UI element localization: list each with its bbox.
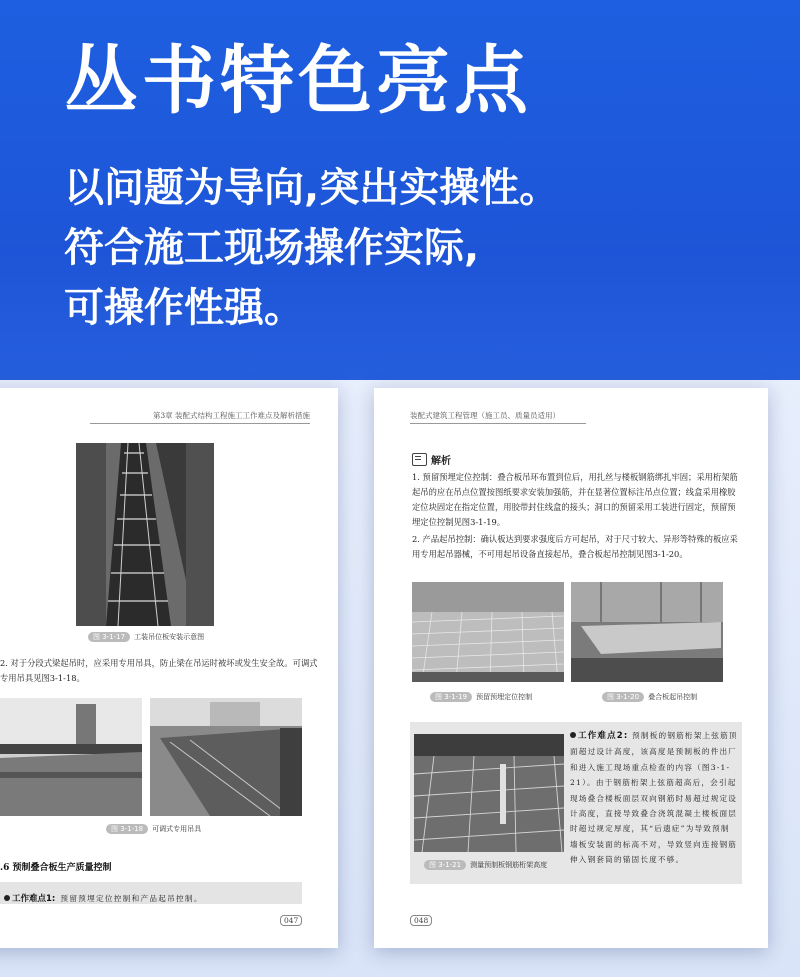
- caption-text: 可调式专用吊具: [152, 825, 202, 833]
- figure-tag: 图 3-1-20: [602, 692, 644, 702]
- photo-beam-hoist: [0, 698, 142, 816]
- figure-caption-3-1-18: [106, 824, 201, 834]
- photo-embedded-positioning: [412, 582, 564, 682]
- difficulty-text: 预制板的钢筋桁架上弦筋顶面超过设计高度，该高度是预制板的件出厂和进入施工现场重点检查的内容（图3-1-21）。由于钢筋桁架上弦筋超高后，会引起现场叠合楼板面层双向钢筋时易超过规定设计高度，直接导致叠合浇筑混凝土楼板面层时超过规定厚度，其“后遗症”为导致预制墙板安装面的标高不对，导致竖向连接钢筋伸入钢套筒的锚固长度不够。: [570, 731, 738, 865]
- running-head: 装配式建筑工程管理（施工员、质量员适用）: [410, 410, 586, 424]
- figure-caption-3-1-19: [430, 692, 532, 702]
- caption-text: 测量预制板钢筋桁架高度: [470, 861, 548, 869]
- difficulty-2-content: [570, 728, 738, 868]
- figure-caption-3-1-17: [88, 632, 204, 642]
- caption-text: 叠合板起吊控制: [648, 693, 698, 701]
- photo-slab-lifting: [571, 582, 723, 682]
- feature-line-3: 可操作性强。: [64, 285, 304, 331]
- figure-tag: 图 3-1-21: [424, 860, 466, 870]
- paragraph-positioning: 1. 预留预埋定位控制：叠合板吊环布置到位后，用扎丝与楼板钢筋绑扎牢固；采用桁架筋起吊的应在吊点位置按图纸要求安装加强筋，并在显著位置标注吊点位置；线盒采用橡胶定位块固定在指定位置，用胶带封住线盒的接头；洞口的预留采用工装进行固定，预留预埋定位控制见图3-1-19。: [412, 472, 738, 527]
- difficulty-text-block: [570, 728, 738, 868]
- bullet-icon: [570, 732, 576, 738]
- paragraph-lifting: 2. 产品起吊控制：确认板达到要求强度后方可起吊，对于尺寸较大、异形等特殊的板应采用专用起吊器械，不可用起吊设备直接起吊，叠合板起吊控制见图3-1-20。: [412, 534, 738, 559]
- photo-truss-measurement: [414, 734, 564, 852]
- photo-adjustable-spreader: [150, 698, 302, 816]
- analysis-heading: [412, 452, 451, 467]
- running-head: 第3章 装配式结构工程施工工作难点及解析措施: [90, 410, 310, 424]
- analysis-title: 解析: [431, 456, 451, 467]
- figure-tag: 图 3-1-18: [106, 824, 148, 834]
- feature-line-1: 以问题为导向,突出实操性。: [64, 165, 560, 211]
- difficulty-label: 工作难点1:: [12, 894, 56, 904]
- notebook-icon: [412, 453, 427, 466]
- difficulty-text: 预留预埋定位控制和产品起吊控制。: [60, 894, 203, 903]
- paragraph-hoisting: 2. 对于分段式梁起吊时，应采用专用吊具，防止梁在吊运时被坏或发生安全故。可调式专用吊具见图3-1-18。: [0, 658, 318, 683]
- figure-caption-3-1-20: [602, 692, 697, 702]
- difficulty-box-1: [0, 882, 302, 904]
- difficulty-label: 工作难点2:: [578, 731, 629, 741]
- figure-tag: 图 3-1-17: [88, 632, 130, 642]
- book-page-047: [0, 388, 338, 948]
- section-title: .6 预制叠合板生产质量控制: [0, 863, 112, 873]
- bullet-icon: [4, 895, 10, 901]
- figure-caption-3-1-21: [424, 860, 547, 870]
- caption-text: 工装吊位板安装示意图: [134, 633, 205, 641]
- feature-line-2: 符合施工现场操作实际,: [64, 225, 480, 271]
- photo-rebar-formwork: [76, 443, 214, 626]
- figure-tag: 图 3-1-19: [430, 692, 472, 702]
- page-number: 048: [410, 915, 432, 926]
- difficulty-box-2: [410, 722, 742, 884]
- caption-text: 预留预埋定位控制: [476, 693, 533, 701]
- headline: 丛书特色亮点: [64, 38, 532, 124]
- book-page-048: [374, 388, 768, 948]
- page-number: 047: [280, 915, 302, 926]
